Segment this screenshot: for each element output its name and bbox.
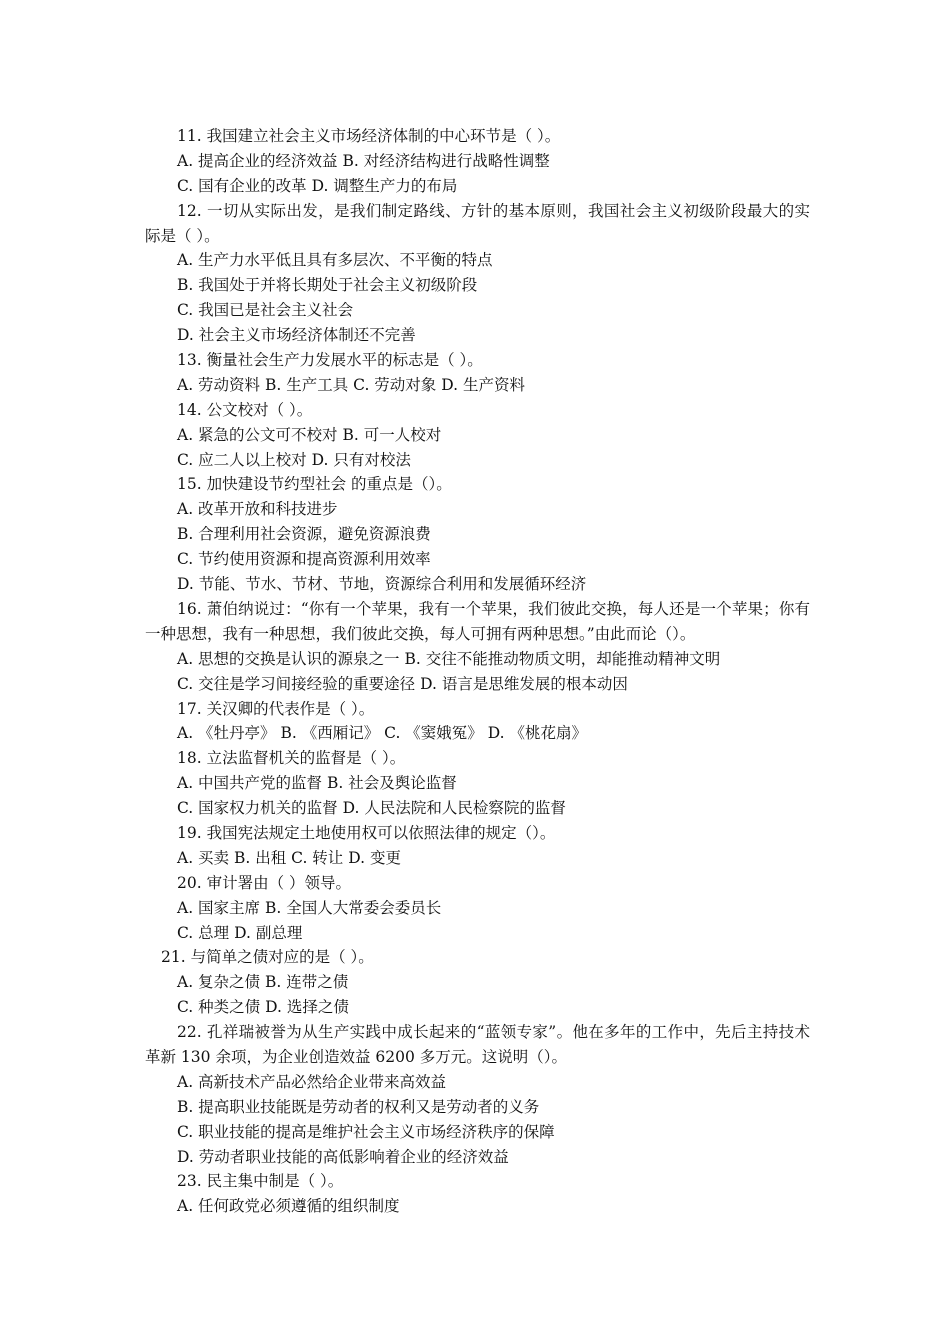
option-line: B. 提高职业技能既是劳动者的权利又是劳动者的义务 xyxy=(177,1097,540,1116)
question-18: 18. 立法监督机关的监督是（ ）。 xyxy=(177,749,406,768)
option-line: A. 劳动资料 B. 生产工具 C. 劳动对象 D. 生产资料 xyxy=(177,375,525,394)
question-22: 22. 孔祥瑞被誉为从生产实践中成长起来的“蓝领专家”。他在多年的工作中，先后主持技术革新 130 余项，为企业创造效益 6200 多万元。这说明（）。 xyxy=(145,1023,810,1066)
option-line: A. 改革开放和科技进步 xyxy=(177,500,338,519)
option-line: A. 复杂之债 B. 连带之债 xyxy=(177,973,349,992)
option-line: A. 思想的交换是认识的源泉之一 B. 交往不能推动物质文明，却能推动精神文明 xyxy=(177,649,721,668)
option-line: A. 任何政党必须遵循的组织制度 xyxy=(177,1197,400,1216)
question-14: 14. 公文校对（ ）。 xyxy=(177,400,313,419)
option-line: A. 国家主席 B. 全国人大常委会委员长 xyxy=(177,898,442,917)
option-line: C. 总理 D. 副总理 xyxy=(177,923,303,942)
question-19: 19. 我国宪法规定土地使用权可以依照法律的规定（）。 xyxy=(177,823,556,842)
option-line: C. 国有企业的改革 D. 调整生产力的布局 xyxy=(177,176,458,195)
option-line: C. 交往是学习间接经验的重要途径 D. 语言是思维发展的根本动因 xyxy=(177,674,628,693)
option-line: A. 《牡丹亭》 B. 《西厢记》 C. 《窦娥冤》 D. 《桃花扇》 xyxy=(177,724,587,743)
question-list xyxy=(145,124,810,1219)
option-line: A. 提高企业的经济效益 B. 对经济结构进行战略性调整 xyxy=(177,151,550,170)
option-line: C. 应二人以上校对 D. 只有对校法 xyxy=(177,450,411,469)
option-line: C. 我国已是社会主义社会 xyxy=(177,301,354,320)
option-line: B. 合理利用社会资源，避免资源浪费 xyxy=(177,525,431,544)
option-line: A. 生产力水平低且具有多层次、不平衡的特点 xyxy=(177,251,493,270)
question-20: 20. 审计署由（ ）领导。 xyxy=(177,873,352,892)
option-line: A. 买卖 B. 出租 C. 转让 D. 变更 xyxy=(177,848,401,867)
question-11: 11. 我国建立社会主义市场经济体制的中心环节是（ ）。 xyxy=(177,127,561,145)
option-line: C. 节约使用资源和提高资源利用效率 xyxy=(177,550,431,569)
question-12: 12. 一切从实际出发，是我们制定路线、方针的基本原则，我国社会主义初级阶段最大的实际是（ ）。 xyxy=(145,201,810,245)
question-17: 17. 关汉卿的代表作是（ ）。 xyxy=(177,699,375,718)
question-23: 23. 民主集中制是（ ）。 xyxy=(177,1172,344,1191)
question-13: 13. 衡量社会生产力发展水平的标志是（ ）。 xyxy=(177,351,483,370)
option-line: B. 我国处于并将长期处于社会主义初级阶段 xyxy=(177,276,478,295)
question-21: 21. 与简单之债对应的是（ ）。 xyxy=(161,948,374,967)
option-line: C. 国家权力机关的监督 D. 人民法院和人民检察院的监督 xyxy=(177,799,566,818)
option-line: D. 劳动者职业技能的高低影响着企业的经济效益 xyxy=(177,1147,509,1166)
option-line: C. 职业技能的提高是维护社会主义市场经济秩序的保障 xyxy=(177,1122,555,1141)
option-line: D. 节能、节水、节材、节地，资源综合利用和发展循环经济 xyxy=(177,575,587,594)
option-line: A. 紧急的公文可不校对 B. 可一人校对 xyxy=(177,425,442,444)
question-15: 15. 加快建设节约型社会 的重点是（）。 xyxy=(177,475,452,494)
option-line: A. 中国共产党的监督 B. 社会及舆论监督 xyxy=(177,774,457,793)
option-line: C. 种类之债 D. 选择之债 xyxy=(177,998,349,1017)
option-line: D. 社会主义市场经济体制还不完善 xyxy=(177,326,416,345)
question-16: 16. 萧伯纳说过：“你有一个苹果，我有一个苹果，我们彼此交换，每人还是一个苹果；你有一种思想，我有一种思想，我们彼此交换，每人可拥有两种思想。”由此而论（）。 xyxy=(145,599,810,643)
option-line: A. 高新技术产品必然给企业带来高效益 xyxy=(177,1072,447,1091)
